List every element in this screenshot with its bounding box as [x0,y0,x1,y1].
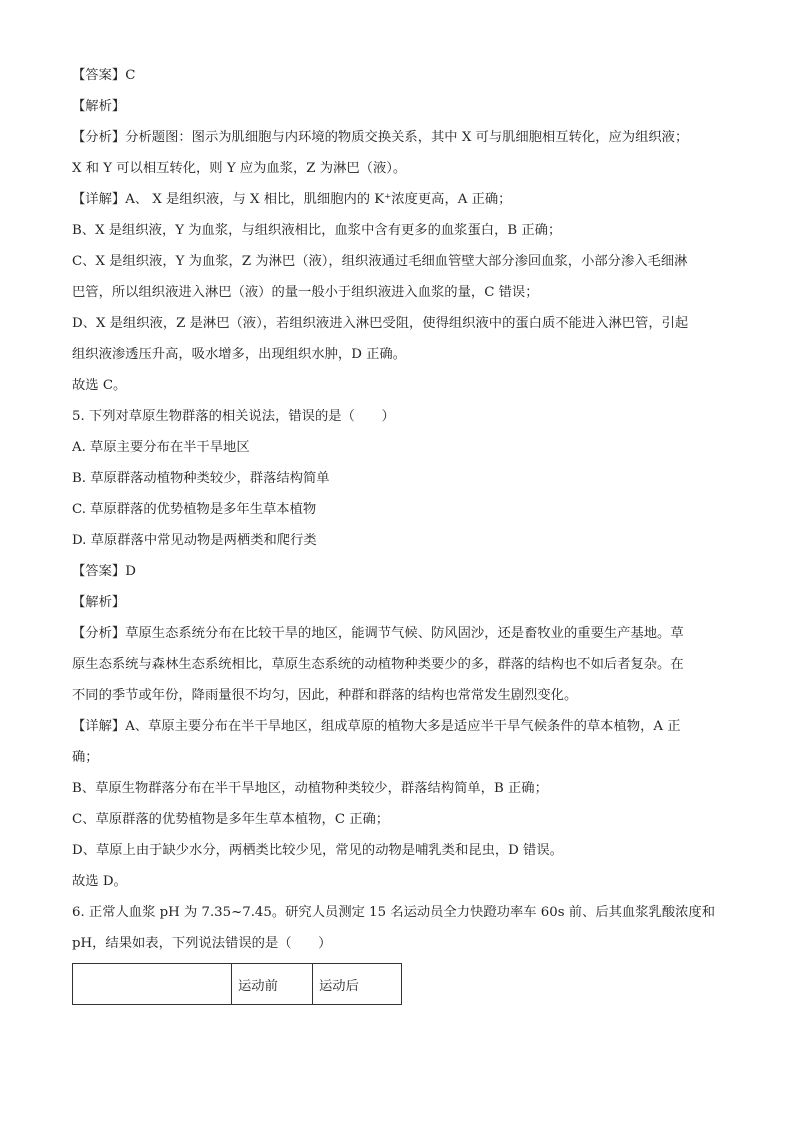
q5-option-b: B. 草原群落动植物种类较少，群落结构简单 [72,471,330,486]
q5-analysis-heading: 【解析】 [72,595,126,610]
document-page [72,60,722,1005]
q4-fenxi-line1 [72,122,722,153]
table-header-cell-before: 运动前 [232,964,313,1005]
table-header-cell-empty [73,964,232,1005]
q5-answer-line [72,556,722,587]
fenxi-tag: 【分析】 [72,626,126,641]
answer-tag: 【答案】 [72,564,126,579]
q4-answer-line [72,60,722,91]
xiangjie-tag: 【详解】 [72,719,126,734]
q5-option-a: A. 草原主要分布在半干旱地区 [72,440,250,455]
q6-stem-line2: pH，结果如表，下列说法错误的是（ ） [72,936,332,951]
q4-detail-d1: D、X 是组织液，Z 是淋巴（液），若组织液进入淋巴受阻，使得组织液中的蛋白质不能进入淋巴管，引起 [72,316,689,331]
q5-stem: 5. 下列对草原生物群落的相关说法，错误的是（ ） [72,409,395,424]
answer-value: D [125,564,136,579]
q5-option-d: D. 草原群落中常见动物是两栖类和爬行类 [72,533,317,548]
detail-text: A、 X 是组织液，与 X 相比，肌细胞内的 K⁺浓度更高，A 正确； [125,192,512,207]
q5-fenxi-line1 [72,618,722,649]
fenxi-tag: 【分析】 [72,130,126,145]
table-header-row [73,964,402,1005]
table-header-cell-after: 运动后 [313,964,402,1005]
q5-detail-a1 [72,711,722,742]
q4-fenxi-line2: X 和 Y 可以相互转化，则 Y 应为血浆，Z 为淋巴（液）。 [72,161,407,176]
q4-conclusion: 故选 C。 [72,378,127,393]
answer-value: C [125,68,136,83]
q6-stem-line1: 6. 正常人血浆 pH 为 7.35~7.45。研究人员测定 15 名运动员全力快蹬功率车 60s 前、后其血浆乳酸浓度和 [72,905,716,920]
answer-tag: 【答案】 [72,68,126,83]
q4-detail-d2: 组织液渗透压升高，吸水增多，出现组织水肿，D 正确。 [72,347,407,362]
detail-text: A、草原主要分布在半干旱地区，组成草原的植物大多是适应半干旱气候条件的草本植物，A 正 [125,719,681,734]
q4-detail-b: B、X 是组织液，Y 为血浆，与组织液相比，血浆中含有更多的血浆蛋白，B 正确； [72,223,562,238]
q4-detail-a [72,184,722,215]
q4-analysis-heading: 【解析】 [72,99,126,114]
xiangjie-tag: 【详解】 [72,192,126,207]
q5-detail-a2: 确； [72,750,99,765]
q5-fenxi-line2: 原生态系统与森林生态系统相比，草原生态系统的动植物种类要少的多，群落的结构也不如后者复杂。在 [72,657,684,672]
q5-fenxi-line3: 不同的季节或年份，降雨量很不均匀，因此，种群和群落的结构也常常发生剧烈变化。 [72,688,578,703]
q5-option-c: C. 草原群落的优势植物是多年生草本植物 [72,502,317,517]
q5-conclusion: 故选 D。 [72,874,127,889]
q5-detail-b: B、草原生物群落分布在半干旱地区，动植物种类较少，群落结构简单，B 正确； [72,781,548,796]
q5-detail-d: D、草原上由于缺少水分，两栖类比较少见，常见的动物是哺乳类和昆虫，D 错误。 [72,843,563,858]
q5-detail-c: C、草原群落的优势植物是多年生草本植物，C 正确； [72,812,390,827]
q4-detail-c1: C、X 是组织液，Y 为血浆，Z 为淋巴（液），组织液通过毛细血管壁大部分渗回血浆，小部分渗入毛细淋 [72,254,688,269]
q6-data-table [72,963,402,1005]
fenxi-text: 分析题图：图示为肌细胞与内环境的物质交换关系，其中 X 可与肌细胞相互转化，应为组织液； [125,130,689,145]
q4-detail-c2: 巴管，所以组织液进入淋巴（液）的量一般小于组织液进入血浆的量，C 错误； [72,285,539,300]
fenxi-text: 草原生态系统分布在比较干旱的地区，能调节气候、防风固沙，还是畜牧业的重要生产基地。草 [125,626,684,641]
